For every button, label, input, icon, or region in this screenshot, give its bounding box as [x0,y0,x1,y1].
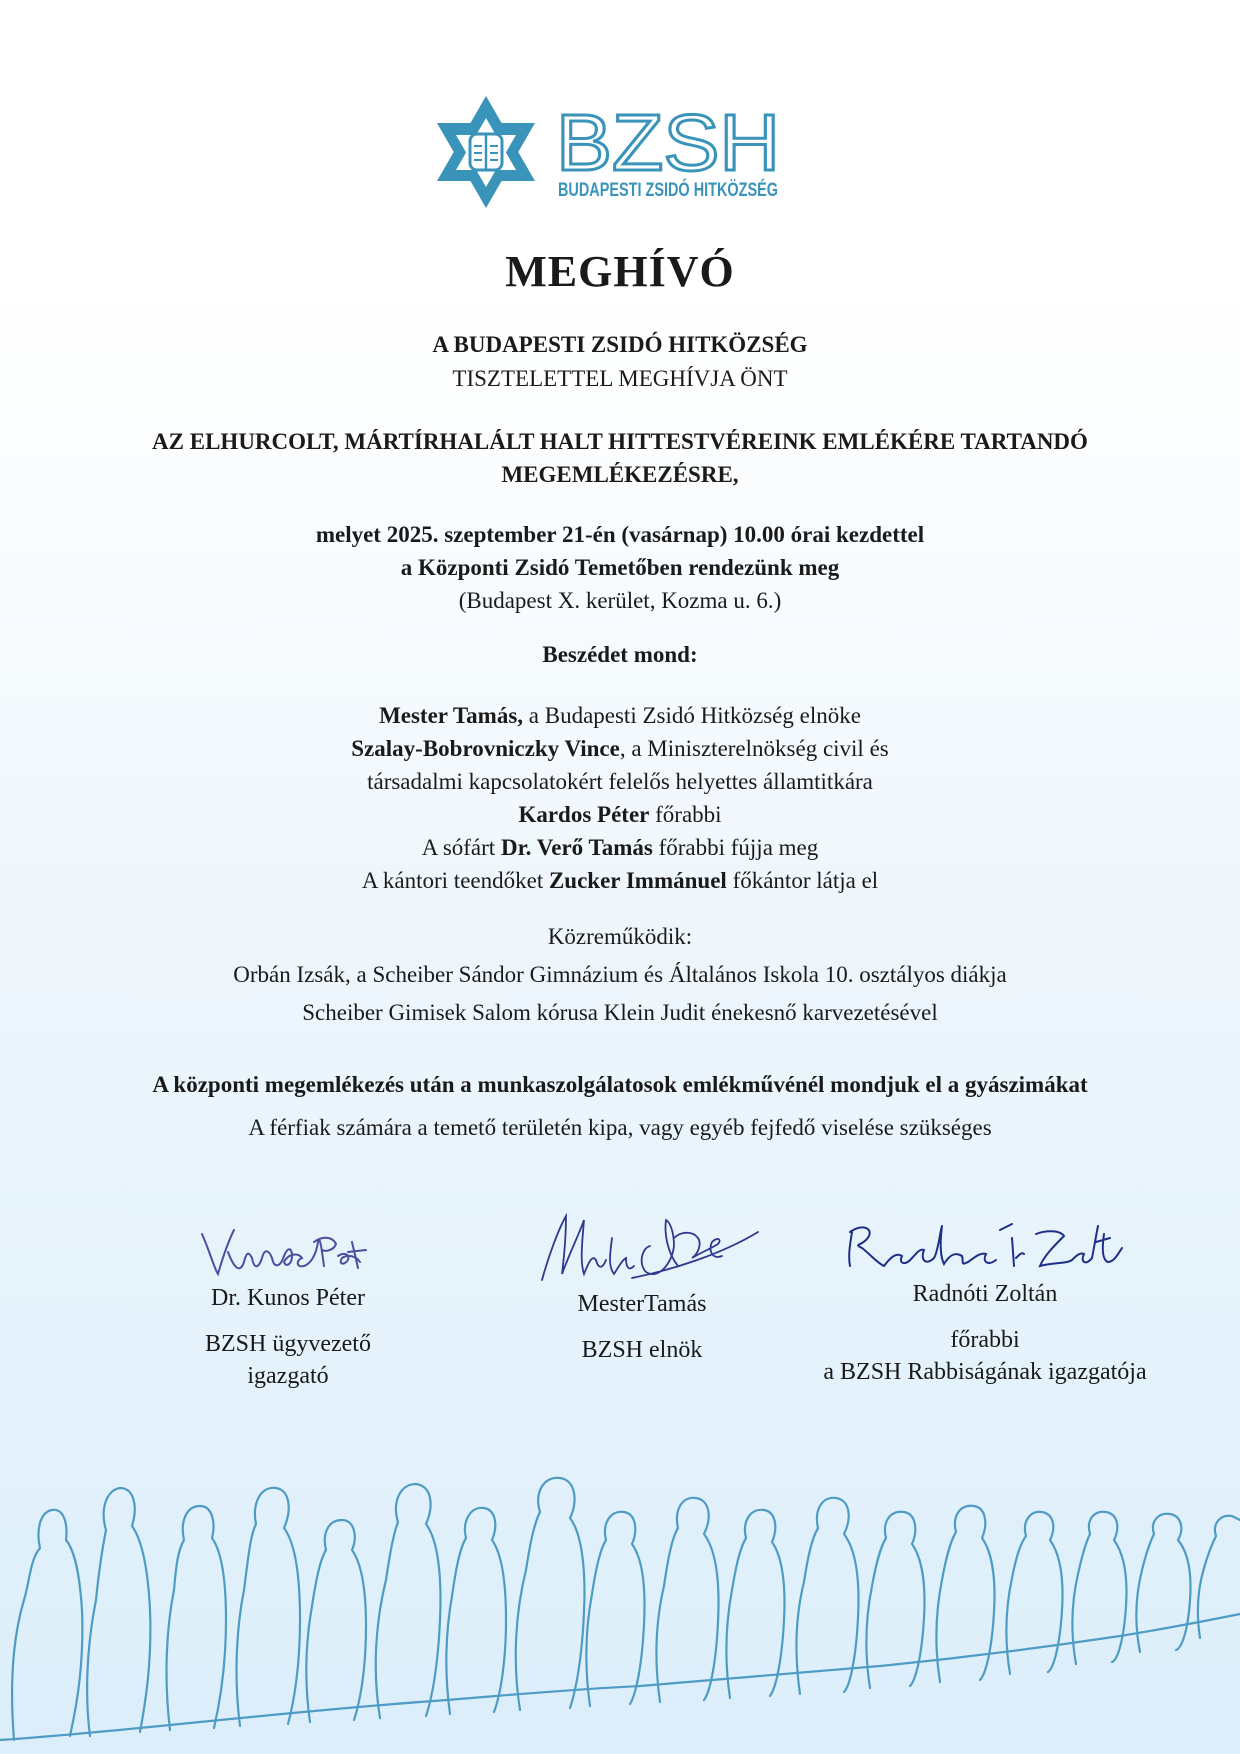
signature-block-mester [462,1208,822,1366]
speaker-role: főrabbi [649,802,722,827]
purpose-line-1: AZ ELHURCOLT, MÁRTÍRHALÁLT HALT HITTESTVÉREINK EMLÉKÉRE TARTANDÓ [152,429,1088,454]
contributors-list [60,956,1180,1032]
event-where: a Központi Zsidó Temetőben rendezünk meg [400,555,840,580]
event-address: (Budapest X. kerület, Kozma u. 6.) [458,588,782,613]
speaker-line [60,831,1180,864]
signer-title: főrabbi a BZSH Rabbiságának igazgatója [823,1327,1147,1385]
speaker-line [60,699,1180,732]
event-details [60,518,1180,584]
speaker-line [60,732,1180,765]
signer-name: MesterTamás [577,1291,707,1317]
speaker-name: Mester Tamás, [379,703,524,728]
after-ceremony-note: A központi megemlékezés után a munkaszolgálatosok emlékművénél mondjuk el a gyászimákat [152,1072,1088,1097]
speaker-line [60,798,1180,831]
speaker-name: Szalay-Bobrovniczky Vince [351,736,620,761]
speaker-list [60,699,1180,897]
speaker-role: a Budapesti Zsidó Hitközség elnöke [523,703,861,728]
signer-title: BZSH ügyvezető igazgató [205,1331,371,1389]
head-covering-note: A férfiak számára a temető területén kipa, vagy egyéb fejfedő viselése szükséges [248,1115,992,1140]
speaker-line [60,864,1180,897]
speaker-role: főrabbi fújja meg [652,835,819,860]
handwritten-signature [522,1208,762,1288]
signer-name: Dr. Kunos Péter [211,1285,365,1311]
intro-invites: TISZTELETTEL MEGHÍVJA ÖNT [452,366,788,391]
bzsh-logo [430,90,848,210]
speaker-role: , a Miniszterelnökség civil és [619,736,889,761]
speaker-role: főkántor látja el [726,868,879,893]
contributor-line: Scheiber Gimisek Salom kórusa Klein Judit énekesnő karvezetésével [302,1000,938,1025]
contributors-heading: Közreműködik: [547,924,693,949]
signer-name: Radnóti Zoltán [912,1281,1058,1307]
page-title: MEGHÍVÓ [505,247,735,296]
handwritten-signature [840,1208,1130,1278]
signature-block-radnoti [805,1208,1165,1388]
logo-name: BUDAPESTI ZSIDÓ HITKÖZSÉG [558,180,848,201]
speaker-prefix: A kántori teendőket [361,868,549,893]
contributor-line: Orbán Izsák, a Scheiber Sándor Gimnázium és Általános Iskola 10. osztályos diákja [233,962,1007,987]
purpose [60,425,1180,491]
logo-mark: BZSH [556,98,780,187]
signer-title: BZSH elnök [581,1337,703,1363]
speaker-role-continued: társadalmi kapcsolatokért felelős helyettes államtitkára [367,769,873,794]
purpose-line-2: MEGEMLÉKEZÉSRE, [501,462,739,487]
handwritten-signature [188,1212,388,1282]
event-when: melyet 2025. szeptember 21-én (vasárnap) 10.00 órai kezdettel [315,522,925,547]
speeches-heading: Beszédet mond: [542,642,698,667]
intro-org: A BUDAPESTI ZSIDÓ HITKÖZSÉG [432,332,808,357]
crowd-silhouette-illustration [0,1440,1240,1754]
speaker-prefix: A sófárt [421,835,501,860]
speaker-name: Dr. Verő Tamás [500,835,653,860]
speaker-name: Kardos Péter [518,802,650,827]
speaker-name: Zucker Immánuel [548,868,727,893]
star-of-david-tablets-icon [437,96,535,208]
signature-block-kunos [108,1212,468,1392]
